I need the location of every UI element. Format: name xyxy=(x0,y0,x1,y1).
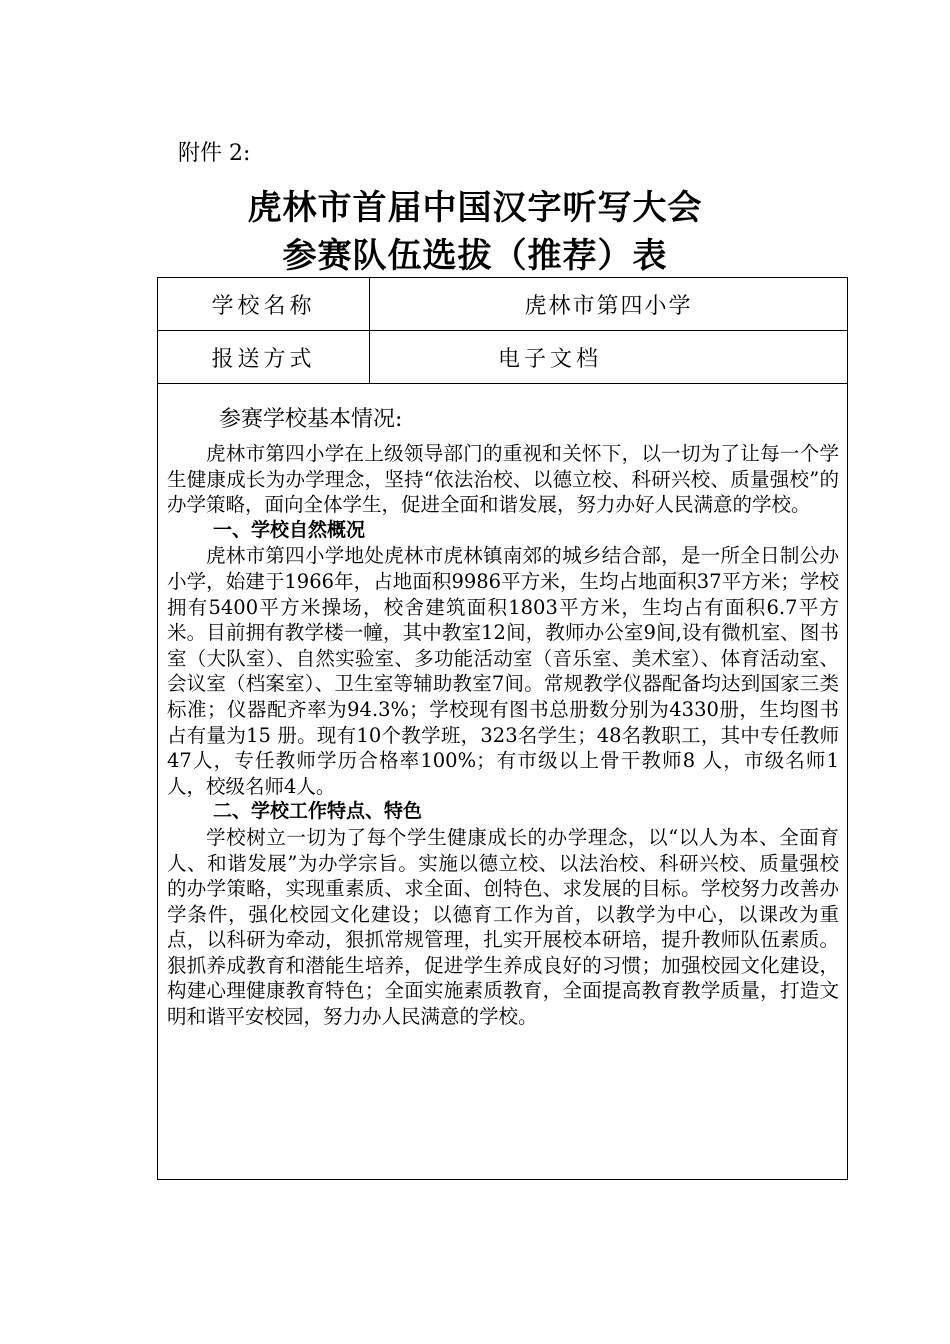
submission-method-label: 报送方式 xyxy=(158,331,370,384)
work-features-paragraph: 学校树立一切为了每个学生健康成长的办学理念，以“以人为本、全面育人、和谐发展”为办学宗旨。实施以德立校、以法治校、科研兴校、质量强校的办学策略，实现重素质、求全面、创特色、求发展的目标。学校努力改善办学条件，强化校园文化建设；以德育工作为首，以教学为中心，以课改为重点，以科研为牵动，狠抓常规管理，扎实开展校本研培，提升教师队伍素质。狠抓养成教育和潜能生培养，促进学生养成良好的习惯；加强校园文化建设，构建心理健康教育特色；全面实施素质教育，全面提高教育教学质量，打造文明和谐平安校园，努力办人民满意的学校。 xyxy=(167,825,839,1029)
natural-overview-paragraph: 虎林市第四小学地处虎林市虎林镇南郊的城乡结合部，是一所全日制公办小学，始建于1966年，占地面积9986平方米，生均占地面积37平方米；学校拥有5400平方米操场，校舍建筑面积1803平方米，生均占有面积6.7平方米。目前拥有教学楼一幢，其中教室12间，教师办公室9间,设有微机室、图书室（大队室）、自然实验室、多功能活动室（音乐室、美术室）、体育活动室、会议室（档案室）、卫生室等辅助教室7间。常规教学仪器配备均达到国家三类标准；仪器配齐率为94.3%；学校现有图书总册数分别为4330册，生均图书占有量为15 册。现有10个教学班，323名学生；48名教职工，其中专任教师47人，专任教师学历合格率100%；有市级以上骨干教师8 人，市级名师1人，校级名师4人。 xyxy=(167,544,839,798)
school-name-label: 学校名称 xyxy=(158,278,370,331)
overview-section-title: 参赛学校基本情况: xyxy=(219,407,403,432)
document-title-line1: 虎林市首届中国汉字听写大会 xyxy=(247,188,703,228)
intro-paragraph: 虎林市第四小学在上级领导部门的重视和关怀下，以一切为了让每一个学生健康成长为办学理念，坚持“依法治校、以德立校、科研兴校、质量强校”的办学策略，面向全体学生，促进全面和谐发展，努力办好人民满意的学校。 xyxy=(167,442,839,517)
school-overview-cell xyxy=(158,384,848,1180)
school-name-value: 虎林市第四小学 xyxy=(370,278,848,331)
table-row xyxy=(158,278,848,331)
document-title-line2: 参赛队伍选拔（推荐）表 xyxy=(282,236,668,276)
submission-method-value: 电子文档 xyxy=(370,331,848,384)
selection-form-table xyxy=(157,277,848,1180)
table-row xyxy=(158,384,848,1180)
heading-natural-overview: 一、学校自然概况 xyxy=(213,518,366,541)
table-row xyxy=(158,331,848,384)
heading-work-features: 二、学校工作特点、特色 xyxy=(213,800,423,823)
attachment-label: 附件 2: xyxy=(178,141,251,166)
